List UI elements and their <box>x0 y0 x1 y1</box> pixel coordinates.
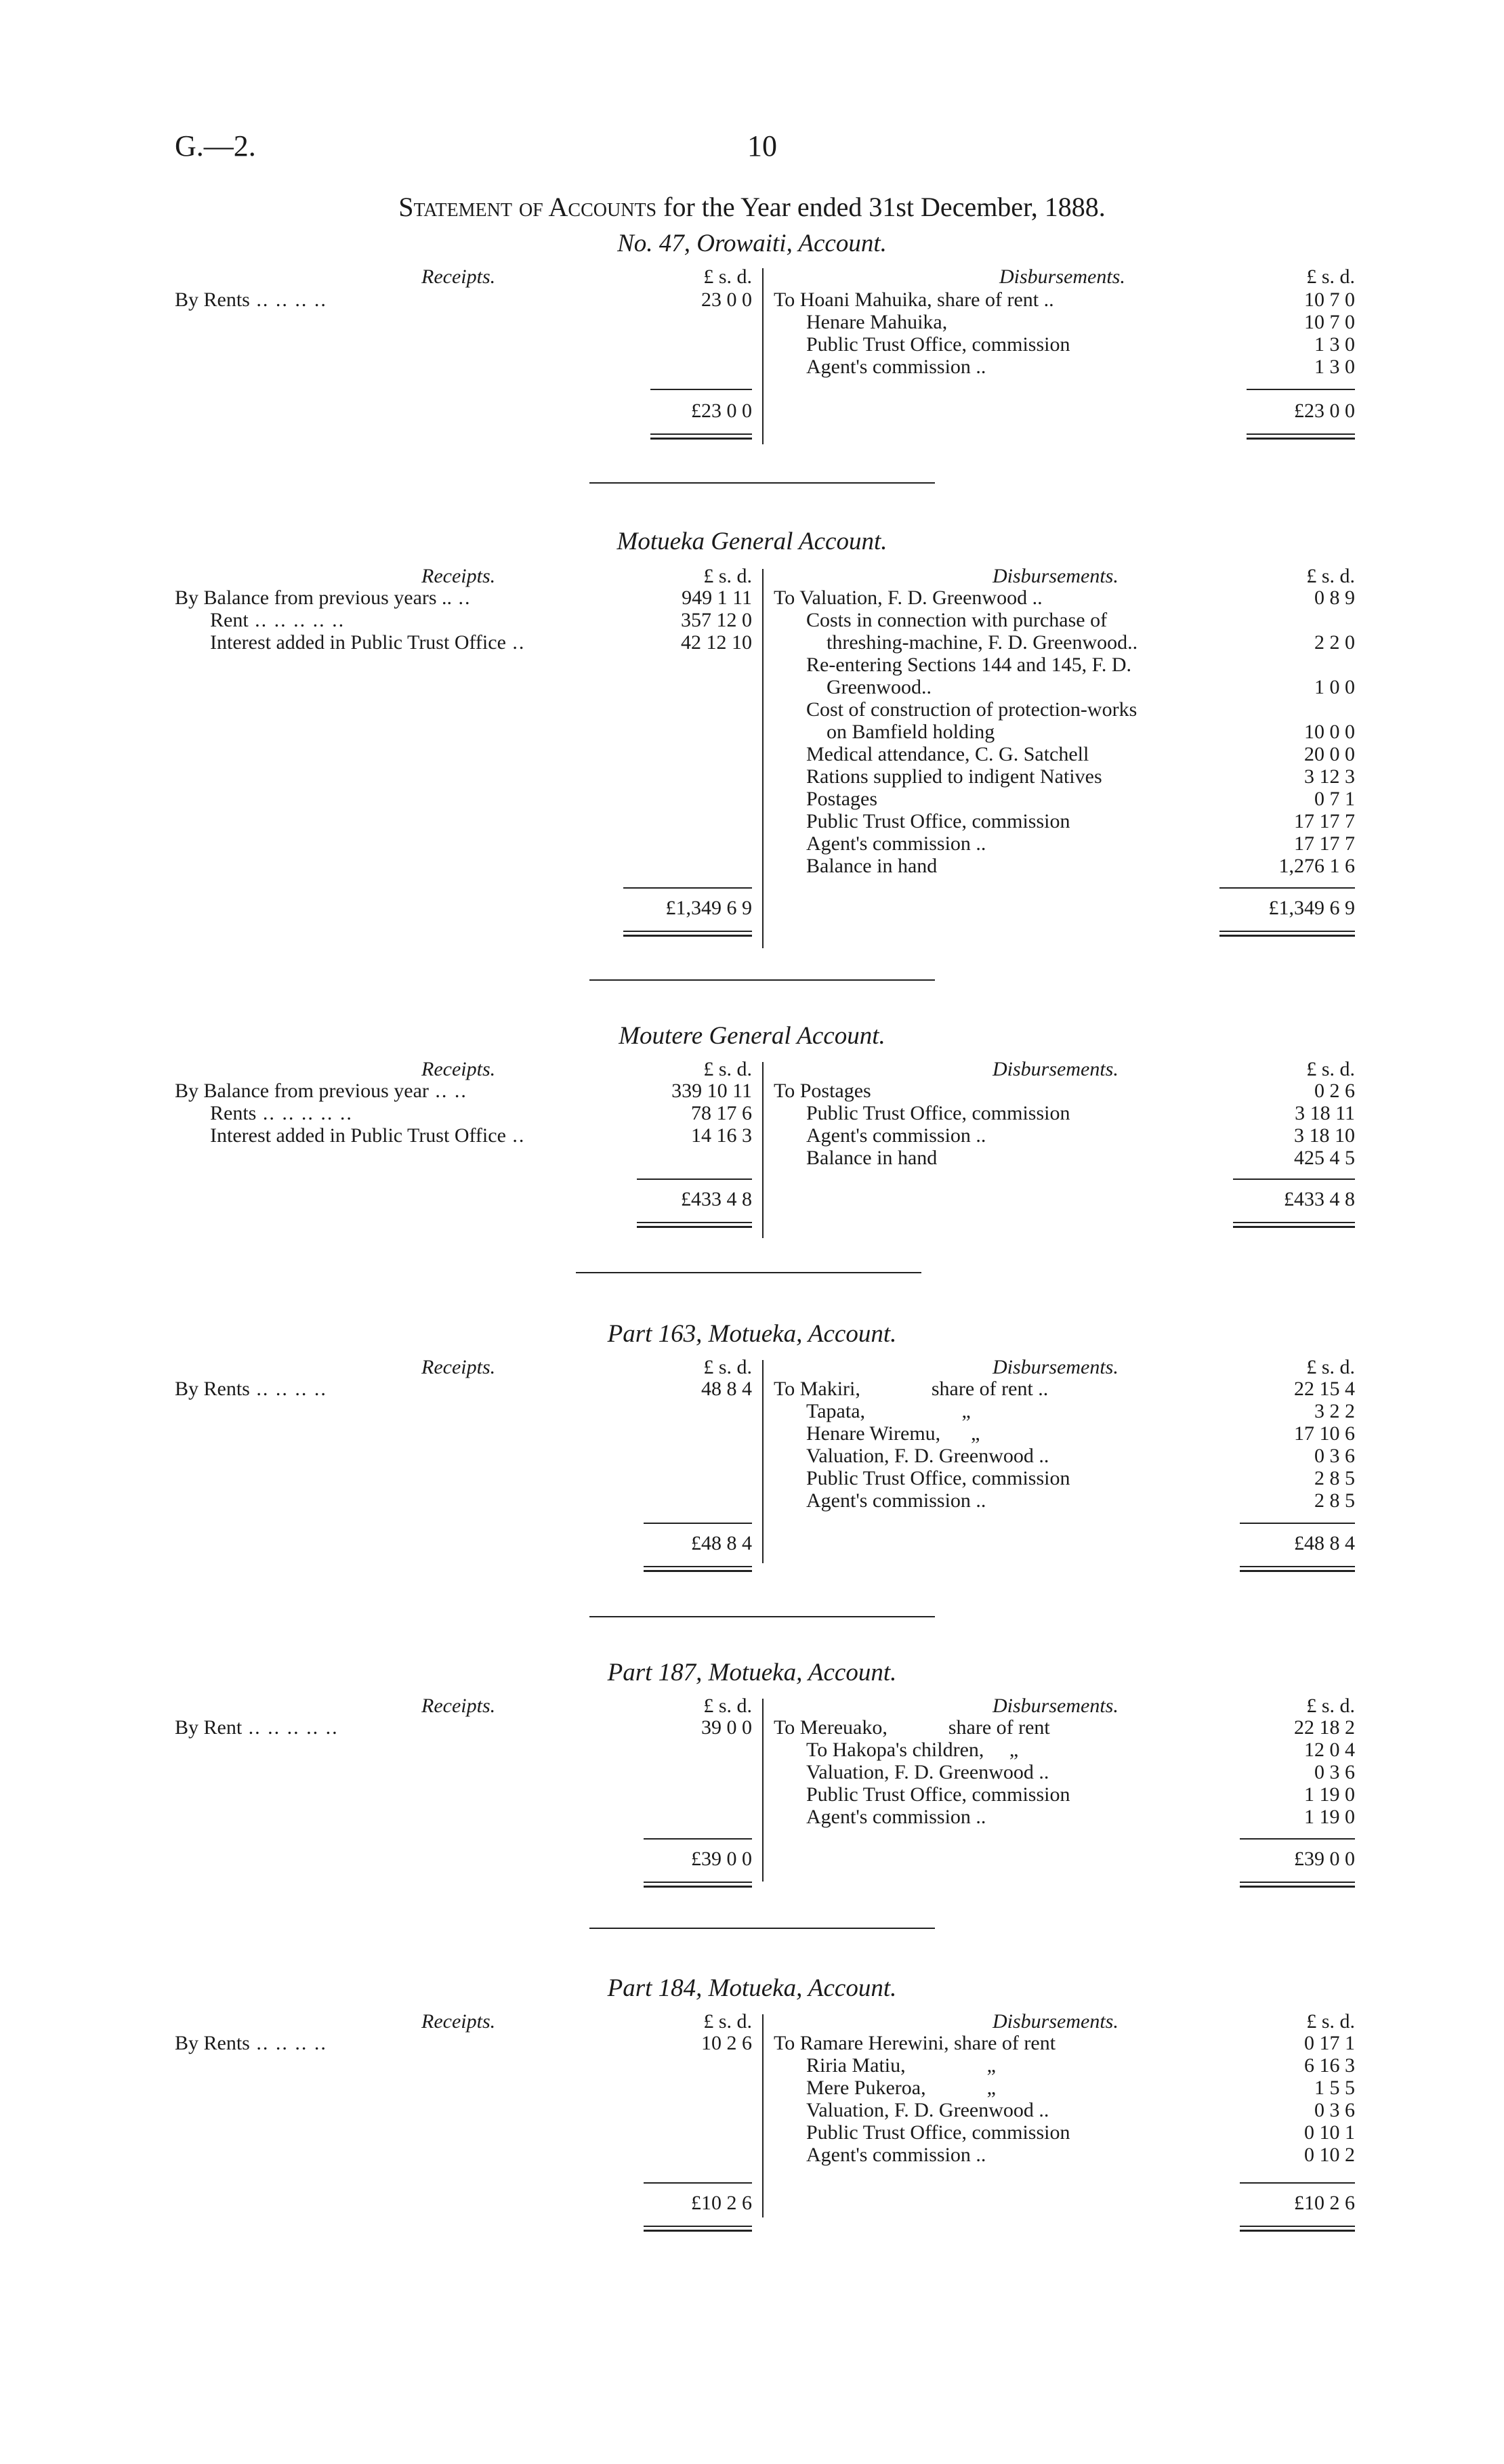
disbursement-amount: 1 3 0 <box>1314 333 1355 356</box>
receipts-heading: Receipts. <box>421 1058 496 1080</box>
lsd-heading: £ s. d. <box>1306 1058 1355 1080</box>
lsd-heading: £ s. d. <box>703 565 752 587</box>
double-rule <box>650 433 752 440</box>
receipts-heading: Receipts. <box>421 1695 496 1717</box>
disbursement-amount: 3 18 11 <box>1295 1102 1355 1124</box>
disbursements-total: £10 2 6 <box>1294 2192 1355 2214</box>
title-rest: for the Year ended 31st December, 1888. <box>663 192 1106 222</box>
total-rule <box>623 887 752 889</box>
disbursement-line: To Mereuako, share of rent <box>774 1716 1050 1739</box>
disbursement-amount: 2 2 0 <box>1314 631 1355 654</box>
lsd-heading: £ s. d. <box>1306 1356 1355 1378</box>
disbursements-total: £433 4 8 <box>1284 1188 1355 1210</box>
section-title: Part 184, Motueka, Account. <box>607 1974 897 2002</box>
disbursement-line: Agent's commission .. <box>806 2144 986 2166</box>
disbursement-line: To Hoani Mahuika, share of rent .. <box>774 289 1054 311</box>
disbursement-amount: 1 0 0 <box>1314 676 1355 698</box>
disbursement-amount: 425 4 5 <box>1294 1147 1355 1169</box>
receipt-line: By Rents .. .. .. .. <box>175 1378 327 1400</box>
receipts-total: £433 4 8 <box>681 1188 752 1210</box>
page-title <box>0 191 1504 223</box>
disbursement-line: Re-entering Sections 144 and 145, F. D. <box>806 654 1132 676</box>
receipt-line: Rents .. .. .. .. .. <box>210 1102 353 1124</box>
lsd-heading: £ s. d. <box>1306 2010 1355 2033</box>
lsd-heading: £ s. d. <box>1306 565 1355 587</box>
receipts-total: £48 8 4 <box>691 1532 752 1554</box>
receipt-line: By Rent .. .. .. .. .. <box>175 1716 339 1739</box>
disbursement-line: Tapata, „ <box>806 1400 971 1422</box>
receipt-line: By Rents .. .. .. .. <box>175 289 327 311</box>
double-rule <box>1240 2226 1355 2232</box>
disbursement-amount: 12 0 4 <box>1304 1739 1355 1761</box>
receipt-amount: 23 0 0 <box>701 289 752 311</box>
disbursements-heading: Disbursements. <box>993 2010 1119 2033</box>
disbursement-amount: 1,276 1 6 <box>1278 855 1355 877</box>
column-divider <box>762 1699 764 1882</box>
disbursement-line: Public Trust Office, commission <box>806 333 1070 356</box>
receipt-line: Interest added in Public Trust Office .. <box>210 631 526 654</box>
disbursement-amount: 0 10 1 <box>1304 2121 1355 2144</box>
disbursement-amount: 20 0 0 <box>1304 743 1355 765</box>
disbursement-amount: 0 3 6 <box>1314 1445 1355 1467</box>
total-rule <box>1233 1178 1355 1180</box>
double-rule <box>623 931 752 937</box>
total-rule <box>650 389 752 390</box>
column-divider <box>762 569 764 948</box>
receipt-line: By Rents .. .. .. .. <box>175 2032 327 2054</box>
disbursement-amount: 22 18 2 <box>1294 1716 1355 1739</box>
disbursement-line: Public Trust Office, commission <box>806 1783 1070 1806</box>
receipts-total: £39 0 0 <box>691 1848 752 1870</box>
disbursement-amount: 0 3 6 <box>1314 2099 1355 2121</box>
column-divider <box>762 268 764 444</box>
disbursement-amount: 17 17 7 <box>1294 810 1355 832</box>
total-rule <box>1240 1838 1355 1840</box>
section-title: Motueka General Account. <box>617 528 887 555</box>
lsd-heading: £ s. d. <box>703 1058 752 1080</box>
disbursement-line: Agent's commission .. <box>806 1124 986 1147</box>
double-rule <box>1240 1882 1355 1888</box>
section-title: Moutere General Account. <box>619 1022 885 1050</box>
disbursement-line: Agent's commission .. <box>806 1806 986 1828</box>
disbursement-line: To Postages <box>774 1080 871 1102</box>
disbursement-line: Public Trust Office, commission <box>806 2121 1070 2144</box>
double-rule <box>644 1566 752 1572</box>
disbursement-line: Valuation, F. D. Greenwood .. <box>806 2099 1049 2121</box>
section-separator <box>589 979 935 981</box>
double-rule <box>637 1222 752 1228</box>
disbursement-amount: 0 10 2 <box>1304 2144 1355 2166</box>
disbursements-total: £1,349 6 9 <box>1268 897 1355 919</box>
total-rule <box>1219 887 1355 889</box>
section-separator <box>576 1272 921 1273</box>
disbursement-amount: 3 12 3 <box>1304 765 1355 788</box>
disbursements-heading: Disbursements. <box>993 1695 1119 1717</box>
total-rule <box>644 2182 752 2184</box>
disbursement-line: Valuation, F. D. Greenwood .. <box>806 1445 1049 1467</box>
disbursement-line: Postages <box>806 788 877 810</box>
disbursement-amount: 0 7 1 <box>1314 788 1355 810</box>
total-rule <box>644 1523 752 1524</box>
receipts-total: £10 2 6 <box>691 2192 752 2214</box>
disbursement-amount: 0 8 9 <box>1314 587 1355 609</box>
receipts-heading: Receipts. <box>421 265 496 288</box>
disbursement-amount: 2 8 5 <box>1314 1489 1355 1512</box>
disbursement-amount: 0 17 1 <box>1304 2032 1355 2054</box>
disbursements-heading: Disbursements. <box>993 565 1119 587</box>
double-rule <box>644 1882 752 1888</box>
disbursement-amount: 22 15 4 <box>1294 1378 1355 1400</box>
disbursements-heading: Disbursements. <box>999 265 1125 288</box>
title-lead: Statement of Accounts <box>398 192 657 222</box>
receipt-line: By Balance from previous years .. .. <box>175 587 472 609</box>
disbursement-amount: 10 7 0 <box>1304 311 1355 333</box>
disbursement-amount: 2 8 5 <box>1314 1467 1355 1489</box>
section-title: Part 163, Motueka, Account. <box>607 1320 897 1348</box>
column-divider <box>762 1062 764 1238</box>
lsd-heading: £ s. d. <box>703 1356 752 1378</box>
disbursement-line: threshing-machine, F. D. Greenwood.. <box>827 631 1138 654</box>
disbursement-line: Greenwood.. <box>827 676 932 698</box>
disbursement-amount: 0 2 6 <box>1314 1080 1355 1102</box>
disbursement-line: Public Trust Office, commission <box>806 1467 1070 1489</box>
receipt-amount: 14 16 3 <box>691 1124 752 1147</box>
receipt-line: Rent .. .. .. .. .. <box>210 609 346 631</box>
receipts-total: £23 0 0 <box>691 400 752 422</box>
total-rule <box>1240 1523 1355 1524</box>
section-title: No. 47, Orowaiti, Account. <box>617 230 887 257</box>
disbursement-line: Public Trust Office, commission <box>806 1102 1070 1124</box>
disbursement-amount: 10 0 0 <box>1304 721 1355 743</box>
total-rule <box>1240 2182 1355 2184</box>
disbursement-line: on Bamfield holding <box>827 721 995 743</box>
page-reference: G.—2. <box>175 129 256 163</box>
disbursement-amount: 17 17 7 <box>1294 832 1355 855</box>
disbursement-line: Henare Wiremu, „ <box>806 1422 980 1445</box>
disbursements-total: £48 8 4 <box>1294 1532 1355 1554</box>
disbursement-line: To Ramare Herewini, share of rent <box>774 2032 1056 2054</box>
receipt-amount: 48 8 4 <box>701 1378 752 1400</box>
disbursement-line: Costs in connection with purchase of <box>806 609 1108 631</box>
lsd-heading: £ s. d. <box>1306 265 1355 288</box>
receipt-amount: 39 0 0 <box>701 1716 752 1739</box>
disbursement-line: Balance in hand <box>806 1147 938 1169</box>
double-rule <box>1247 433 1355 440</box>
receipt-amount: 339 10 11 <box>671 1080 752 1102</box>
disbursement-line: To Valuation, F. D. Greenwood .. <box>774 587 1043 609</box>
disbursement-line: To Makiri, share of rent .. <box>774 1378 1049 1400</box>
receipt-line: Interest added in Public Trust Office .. <box>210 1124 526 1147</box>
receipts-total: £1,349 6 9 <box>665 897 752 919</box>
receipt-line: By Balance from previous year .. .. <box>175 1080 467 1102</box>
disbursement-line: Cost of construction of protection-works <box>806 698 1137 721</box>
disbursements-total: £39 0 0 <box>1294 1848 1355 1870</box>
section-separator <box>589 1616 935 1617</box>
double-rule <box>1219 931 1355 937</box>
column-divider <box>762 2014 764 2217</box>
disbursement-amount: 3 18 10 <box>1294 1124 1355 1147</box>
section-title: Part 187, Motueka, Account. <box>607 1659 897 1686</box>
disbursement-line: Riria Matiu, „ <box>806 2054 996 2077</box>
receipt-amount: 78 17 6 <box>691 1102 752 1124</box>
page-number: 10 <box>747 129 777 163</box>
receipt-amount: 42 12 10 <box>681 631 752 654</box>
disbursement-line: Public Trust Office, commission <box>806 810 1070 832</box>
disbursement-line: Mere Pukeroa, „ <box>806 2077 996 2099</box>
lsd-heading: £ s. d. <box>703 2010 752 2033</box>
disbursement-amount: 1 5 5 <box>1314 2077 1355 2099</box>
disbursements-heading: Disbursements. <box>993 1058 1119 1080</box>
disbursement-amount: 6 16 3 <box>1304 2054 1355 2077</box>
receipt-amount: 357 12 0 <box>681 609 752 631</box>
disbursement-amount: 0 3 6 <box>1314 1761 1355 1783</box>
section-separator <box>589 1928 935 1929</box>
lsd-heading: £ s. d. <box>703 265 752 288</box>
disbursement-line: Medical attendance, C. G. Satchell <box>806 743 1089 765</box>
disbursements-total: £23 0 0 <box>1294 400 1355 422</box>
disbursement-amount: 1 19 0 <box>1304 1783 1355 1806</box>
disbursement-amount: 10 7 0 <box>1304 289 1355 311</box>
double-rule <box>1240 1566 1355 1572</box>
disbursement-line: To Hakopa's children, „ <box>806 1739 1019 1761</box>
receipt-amount: 949 1 11 <box>682 587 752 609</box>
section-separator <box>589 482 935 484</box>
receipts-heading: Receipts. <box>421 565 496 587</box>
lsd-heading: £ s. d. <box>703 1695 752 1717</box>
total-rule <box>637 1178 752 1180</box>
disbursement-amount: 17 10 6 <box>1294 1422 1355 1445</box>
total-rule <box>644 1838 752 1840</box>
disbursement-amount: 3 2 2 <box>1314 1400 1355 1422</box>
disbursements-heading: Disbursements. <box>993 1356 1119 1378</box>
disbursement-line: Rations supplied to indigent Natives <box>806 765 1102 788</box>
receipts-heading: Receipts. <box>421 2010 496 2033</box>
receipts-heading: Receipts. <box>421 1356 496 1378</box>
double-rule <box>644 2226 752 2232</box>
disbursement-line: Balance in hand <box>806 855 938 877</box>
disbursement-line: Agent's commission .. <box>806 356 986 378</box>
column-divider <box>762 1360 764 1563</box>
receipt-amount: 10 2 6 <box>701 2032 752 2054</box>
disbursement-amount: 1 3 0 <box>1314 356 1355 378</box>
double-rule <box>1233 1222 1355 1228</box>
disbursement-amount: 1 19 0 <box>1304 1806 1355 1828</box>
disbursement-line: Valuation, F. D. Greenwood .. <box>806 1761 1049 1783</box>
disbursement-line: Agent's commission .. <box>806 832 986 855</box>
disbursement-line: Agent's commission .. <box>806 1489 986 1512</box>
disbursement-line: Henare Mahuika, <box>806 311 948 333</box>
lsd-heading: £ s. d. <box>1306 1695 1355 1717</box>
total-rule <box>1247 389 1355 390</box>
